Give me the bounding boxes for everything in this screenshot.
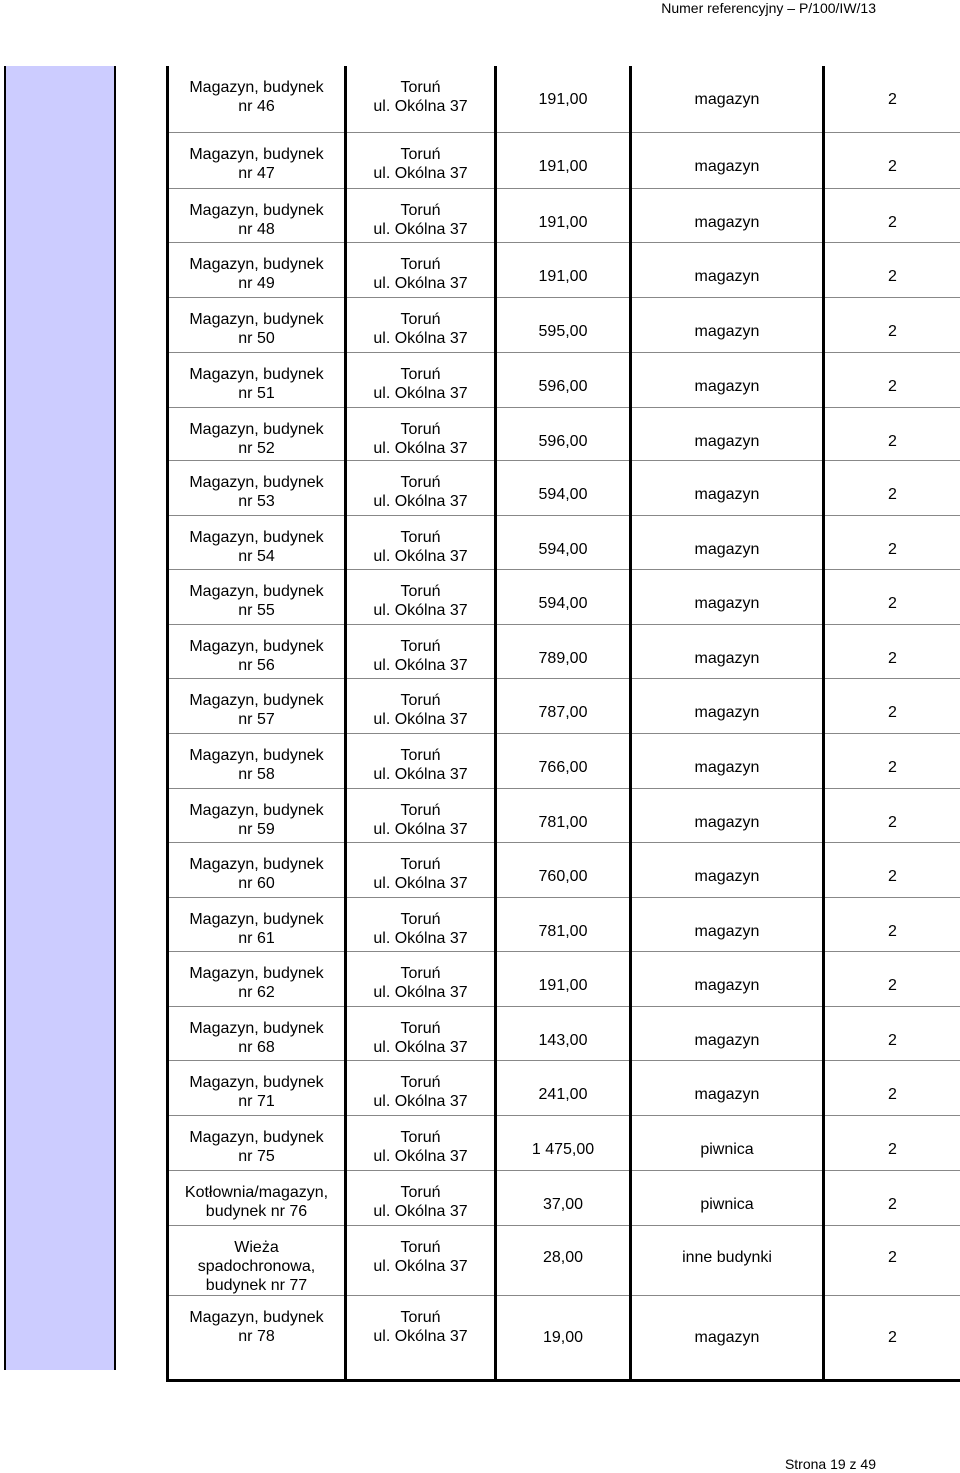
street-label: ul. Okólna 37 (373, 220, 468, 238)
area-cell: 789,00 (496, 624, 631, 678)
street-label: ul. Okólna 37 (373, 492, 468, 510)
address-cell (346, 733, 496, 788)
street-label: ul. Okólna 37 (373, 164, 468, 182)
building-name-cell (168, 624, 346, 678)
building-name-line: Magazyn, budynek (189, 801, 324, 819)
building-name-line: nr 56 (238, 656, 275, 674)
usage-type-cell: magazyn (631, 242, 824, 297)
usage-type-cell: magazyn (631, 407, 824, 460)
building-name-cell (168, 66, 346, 132)
building-name-line: nr 58 (238, 765, 275, 783)
building-name-line: Magazyn, budynek (189, 1308, 324, 1326)
page-number: Strona 19 z 49 (784, 1456, 876, 1472)
area-cell: 766,00 (496, 733, 631, 788)
address-cell (346, 297, 496, 352)
address-cell (346, 407, 496, 460)
count-cell: 2 (824, 842, 960, 897)
building-name-line: Magazyn, budynek (189, 201, 324, 219)
count-cell: 2 (824, 297, 960, 352)
count-cell: 2 (824, 1006, 960, 1060)
address-cell (346, 897, 496, 951)
building-name-cell (168, 132, 346, 188)
building-name-cell (168, 842, 346, 897)
usage-type-cell: magazyn (631, 352, 824, 407)
usage-type-cell: magazyn (631, 842, 824, 897)
street-label: ul. Okólna 37 (373, 765, 468, 783)
building-name-cell (168, 788, 346, 842)
address-cell (346, 132, 496, 188)
area-cell: 143,00 (496, 1006, 631, 1060)
building-name-line: nr 49 (238, 274, 275, 292)
building-name-line: nr 47 (238, 164, 275, 182)
usage-type-cell: magazyn (631, 132, 824, 188)
street-label: ul. Okólna 37 (373, 820, 468, 838)
count-cell: 2 (824, 569, 960, 624)
count-cell: 2 (824, 352, 960, 407)
usage-type-cell: piwnica (631, 1115, 824, 1170)
table-row (168, 352, 960, 407)
city-label: Toruń (400, 310, 441, 328)
address-cell (346, 1170, 496, 1225)
building-name-cell (168, 1060, 346, 1115)
building-name-line: nr 71 (238, 1092, 275, 1110)
city-label: Toruń (400, 691, 441, 709)
usage-type-cell: magazyn (631, 569, 824, 624)
building-name-line: nr 78 (238, 1327, 275, 1345)
street-label: ul. Okólna 37 (373, 1257, 468, 1275)
building-name-line: Magazyn, budynek (189, 855, 324, 873)
city-label: Toruń (400, 910, 441, 928)
street-label: ul. Okólna 37 (373, 1202, 468, 1220)
city-label: Toruń (400, 964, 441, 982)
count-cell: 2 (824, 515, 960, 569)
table-row (168, 297, 960, 352)
building-name-cell (168, 1225, 346, 1295)
building-name-cell (168, 1115, 346, 1170)
table-row (168, 132, 960, 188)
usage-type-cell: magazyn (631, 297, 824, 352)
table-row (168, 1295, 960, 1380)
building-name-line: nr 62 (238, 983, 275, 1001)
building-name-cell (168, 1295, 346, 1380)
count-cell: 2 (824, 678, 960, 733)
count-cell: 2 (824, 242, 960, 297)
building-name-line: Kotłownia/magazyn, (184, 1183, 329, 1201)
building-name-line: Magazyn, budynek (189, 420, 324, 438)
area-cell: 28,00 (496, 1225, 631, 1295)
address-cell (346, 788, 496, 842)
area-cell: 191,00 (496, 242, 631, 297)
table-row (168, 1060, 960, 1115)
count-cell: 2 (824, 1115, 960, 1170)
building-name-line: Magazyn, budynek (189, 528, 324, 546)
city-label: Toruń (400, 79, 441, 96)
building-name-line: Magazyn, budynek (189, 1073, 324, 1091)
table-row (168, 842, 960, 897)
table-row (168, 66, 960, 132)
building-name-line: nr 68 (238, 1038, 275, 1056)
building-name-line: nr 57 (238, 710, 275, 728)
area-cell: 781,00 (496, 897, 631, 951)
table-row (168, 407, 960, 460)
left-margin-stripe (4, 66, 116, 1370)
count-cell: 2 (824, 1225, 960, 1295)
address-cell (346, 569, 496, 624)
usage-type-cell: magazyn (631, 1060, 824, 1115)
table-row (168, 515, 960, 569)
city-label: Toruń (400, 528, 441, 546)
area-cell: 191,00 (496, 188, 631, 242)
street-label: ul. Okólna 37 (373, 1038, 468, 1056)
table-row (168, 242, 960, 297)
city-label: Toruń (400, 1128, 441, 1146)
address-cell (346, 188, 496, 242)
building-name-line: Magazyn, budynek (189, 310, 324, 328)
city-label: Toruń (400, 1308, 441, 1326)
table-row (168, 624, 960, 678)
building-name-line: Magazyn, budynek (189, 746, 324, 764)
usage-type-cell: piwnica (631, 1170, 824, 1225)
area-cell: 191,00 (496, 951, 631, 1006)
city-label: Toruń (400, 365, 441, 383)
street-label: ul. Okólna 37 (373, 601, 468, 619)
count-cell: 2 (824, 624, 960, 678)
area-cell: 781,00 (496, 788, 631, 842)
building-name-line: nr 48 (238, 220, 275, 238)
city-label: Toruń (400, 855, 441, 873)
city-label: Toruń (400, 473, 441, 491)
count-cell: 2 (824, 407, 960, 460)
building-name-line: budynek nr 76 (205, 1202, 308, 1220)
count-cell: 2 (824, 897, 960, 951)
table-row (168, 733, 960, 788)
building-name-line: nr 59 (238, 820, 275, 838)
city-label: Toruń (400, 1238, 441, 1256)
address-cell (346, 242, 496, 297)
street-label: ul. Okólna 37 (373, 1147, 468, 1165)
building-name-cell (168, 1006, 346, 1060)
area-cell: 596,00 (496, 352, 631, 407)
usage-type-cell: magazyn (631, 188, 824, 242)
building-name-line: Magazyn, budynek (189, 473, 324, 491)
table-row (168, 951, 960, 1006)
building-name-line: Magazyn, budynek (189, 1019, 324, 1037)
address-cell (346, 1295, 496, 1380)
city-label: Toruń (400, 1073, 441, 1091)
building-name-line: nr 61 (238, 929, 275, 947)
table-row (168, 678, 960, 733)
usage-type-cell: magazyn (631, 733, 824, 788)
building-name-line: Magazyn, budynek (189, 910, 324, 928)
reference-number: Numer referencyjny – P/100/IW/13 (661, 0, 876, 16)
area-cell: 191,00 (496, 132, 631, 188)
street-label: ul. Okólna 37 (373, 98, 468, 115)
count-cell: 2 (824, 951, 960, 1006)
building-name-line: Magazyn, budynek (189, 145, 324, 163)
street-label: ul. Okólna 37 (373, 710, 468, 728)
building-name-line: nr 55 (238, 601, 275, 619)
area-cell: 787,00 (496, 678, 631, 733)
address-cell (346, 1006, 496, 1060)
area-cell: 1 475,00 (496, 1115, 631, 1170)
street-label: ul. Okólna 37 (373, 656, 468, 674)
street-label: ul. Okólna 37 (373, 874, 468, 892)
street-label: ul. Okólna 37 (373, 274, 468, 292)
usage-type-cell: magazyn (631, 897, 824, 951)
building-name-line: nr 54 (238, 547, 275, 565)
building-name-line: Wieża (234, 1238, 279, 1256)
street-label: ul. Okólna 37 (373, 547, 468, 565)
address-cell (346, 66, 496, 132)
count-cell: 2 (824, 66, 960, 132)
table-row (168, 460, 960, 515)
building-name-cell (168, 242, 346, 297)
building-name-line: nr 75 (238, 1147, 275, 1165)
address-cell (346, 842, 496, 897)
usage-type-cell: magazyn (631, 624, 824, 678)
building-name-line: Magazyn, budynek (189, 365, 324, 383)
usage-type-cell: magazyn (631, 460, 824, 515)
street-label: ul. Okólna 37 (373, 329, 468, 347)
table-row (168, 788, 960, 842)
building-name-line: nr 51 (238, 384, 275, 402)
address-cell (346, 678, 496, 733)
area-cell: 760,00 (496, 842, 631, 897)
address-cell (346, 515, 496, 569)
street-label: ul. Okólna 37 (373, 1327, 468, 1345)
count-cell: 2 (824, 188, 960, 242)
building-name-line: nr 50 (238, 329, 275, 347)
building-name-cell (168, 733, 346, 788)
city-label: Toruń (400, 255, 441, 273)
area-cell: 594,00 (496, 569, 631, 624)
address-cell (346, 1225, 496, 1295)
city-label: Toruń (400, 746, 441, 764)
usage-type-cell: magazyn (631, 66, 824, 132)
count-cell: 2 (824, 1060, 960, 1115)
building-name-cell (168, 460, 346, 515)
building-name-line: Magazyn, budynek (189, 691, 324, 709)
area-cell: 594,00 (496, 460, 631, 515)
area-cell: 19,00 (496, 1295, 631, 1380)
city-label: Toruń (400, 145, 441, 163)
address-cell (346, 951, 496, 1006)
address-cell (346, 1115, 496, 1170)
city-label: Toruń (400, 201, 441, 219)
building-name-line: nr 53 (238, 492, 275, 510)
table-row (168, 1115, 960, 1170)
building-name-cell (168, 678, 346, 733)
building-name-line: nr 52 (238, 439, 275, 457)
count-cell: 2 (824, 1170, 960, 1225)
street-label: ul. Okólna 37 (373, 983, 468, 1001)
building-name-cell (168, 188, 346, 242)
building-name-cell (168, 1170, 346, 1225)
city-label: Toruń (400, 1183, 441, 1201)
building-name-cell (168, 569, 346, 624)
city-label: Toruń (400, 1019, 441, 1037)
area-cell: 191,00 (496, 66, 631, 132)
count-cell: 2 (824, 1295, 960, 1380)
count-cell: 2 (824, 132, 960, 188)
building-name-cell (168, 352, 346, 407)
building-name-line: Magazyn, budynek (189, 964, 324, 982)
building-name-line: budynek nr 77 (205, 1276, 308, 1294)
city-label: Toruń (400, 582, 441, 600)
building-name-cell (168, 951, 346, 1006)
building-name-line: Magazyn, budynek (189, 582, 324, 600)
area-cell: 37,00 (496, 1170, 631, 1225)
table-row (168, 188, 960, 242)
building-name-cell (168, 297, 346, 352)
address-cell (346, 460, 496, 515)
count-cell: 2 (824, 733, 960, 788)
city-label: Toruń (400, 801, 441, 819)
street-label: ul. Okólna 37 (373, 384, 468, 402)
table-row (168, 1006, 960, 1060)
building-name-line: nr 60 (238, 874, 275, 892)
table-row (168, 1170, 960, 1225)
usage-type-cell: inne budynki (631, 1225, 824, 1295)
property-table (166, 66, 960, 1382)
street-label: ul. Okólna 37 (373, 929, 468, 947)
usage-type-cell: magazyn (631, 515, 824, 569)
count-cell: 2 (824, 460, 960, 515)
address-cell (346, 1060, 496, 1115)
area-cell: 241,00 (496, 1060, 631, 1115)
table-row (168, 897, 960, 951)
usage-type-cell: magazyn (631, 1006, 824, 1060)
count-cell: 2 (824, 788, 960, 842)
building-name-cell (168, 407, 346, 460)
city-label: Toruń (400, 420, 441, 438)
usage-type-cell: magazyn (631, 678, 824, 733)
building-name-line: nr 46 (238, 98, 275, 115)
building-name-line: Magazyn, budynek (189, 255, 324, 273)
area-cell: 595,00 (496, 297, 631, 352)
usage-type-cell: magazyn (631, 1295, 824, 1380)
building-name-line: Magazyn, budynek (189, 1128, 324, 1146)
area-cell: 596,00 (496, 407, 631, 460)
table-row (168, 1225, 960, 1295)
street-label: ul. Okólna 37 (373, 439, 468, 457)
building-name-line: spadochronowa, (197, 1257, 316, 1275)
usage-type-cell: magazyn (631, 951, 824, 1006)
area-cell: 594,00 (496, 515, 631, 569)
table-row (168, 569, 960, 624)
usage-type-cell: magazyn (631, 788, 824, 842)
building-name-line: Magazyn, budynek (189, 79, 324, 96)
building-name-cell (168, 897, 346, 951)
building-name-line: Magazyn, budynek (189, 637, 324, 655)
street-label: ul. Okólna 37 (373, 1092, 468, 1110)
city-label: Toruń (400, 637, 441, 655)
address-cell (346, 352, 496, 407)
building-name-cell (168, 515, 346, 569)
address-cell (346, 624, 496, 678)
